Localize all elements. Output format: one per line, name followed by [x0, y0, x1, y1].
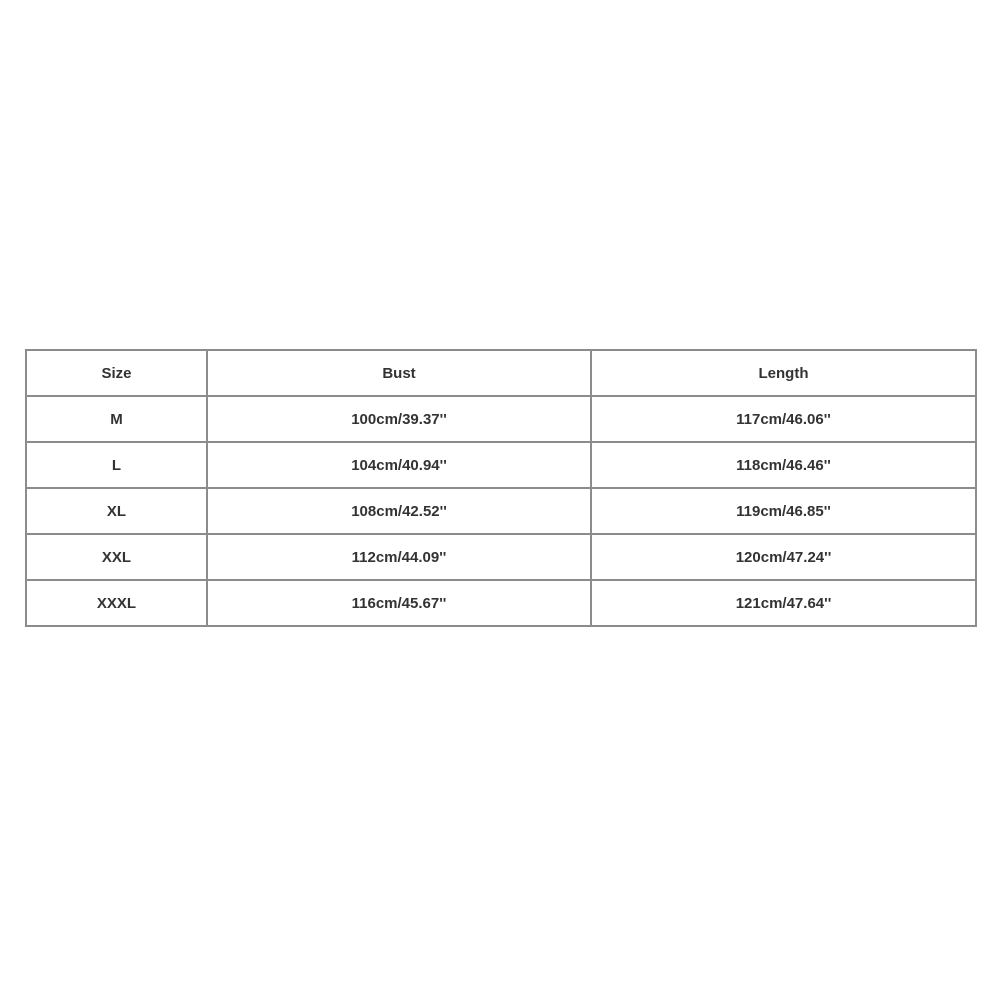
cell-length: 117cm/46.06''	[591, 396, 976, 442]
cell-size: XL	[26, 488, 207, 534]
cell-size: XXL	[26, 534, 207, 580]
table-row	[26, 580, 976, 626]
table-header	[26, 350, 976, 396]
cell-bust: 100cm/39.37''	[207, 396, 591, 442]
cell-bust: 116cm/45.67''	[207, 580, 591, 626]
table-row	[26, 534, 976, 580]
cell-bust: 104cm/40.94''	[207, 442, 591, 488]
cell-size: M	[26, 396, 207, 442]
table-row	[26, 488, 976, 534]
header-row	[26, 350, 976, 396]
table-row	[26, 396, 976, 442]
cell-size: XXXL	[26, 580, 207, 626]
cell-length: 120cm/47.24''	[591, 534, 976, 580]
header-size: Size	[26, 350, 207, 396]
header-length: Length	[591, 350, 976, 396]
table-row	[26, 442, 976, 488]
cell-bust: 112cm/44.09''	[207, 534, 591, 580]
table-body	[26, 396, 976, 626]
header-bust: Bust	[207, 350, 591, 396]
cell-length: 118cm/46.46''	[591, 442, 976, 488]
cell-size: L	[26, 442, 207, 488]
cell-length: 119cm/46.85''	[591, 488, 976, 534]
size-chart-table	[25, 349, 977, 627]
cell-length: 121cm/47.64''	[591, 580, 976, 626]
cell-bust: 108cm/42.52''	[207, 488, 591, 534]
